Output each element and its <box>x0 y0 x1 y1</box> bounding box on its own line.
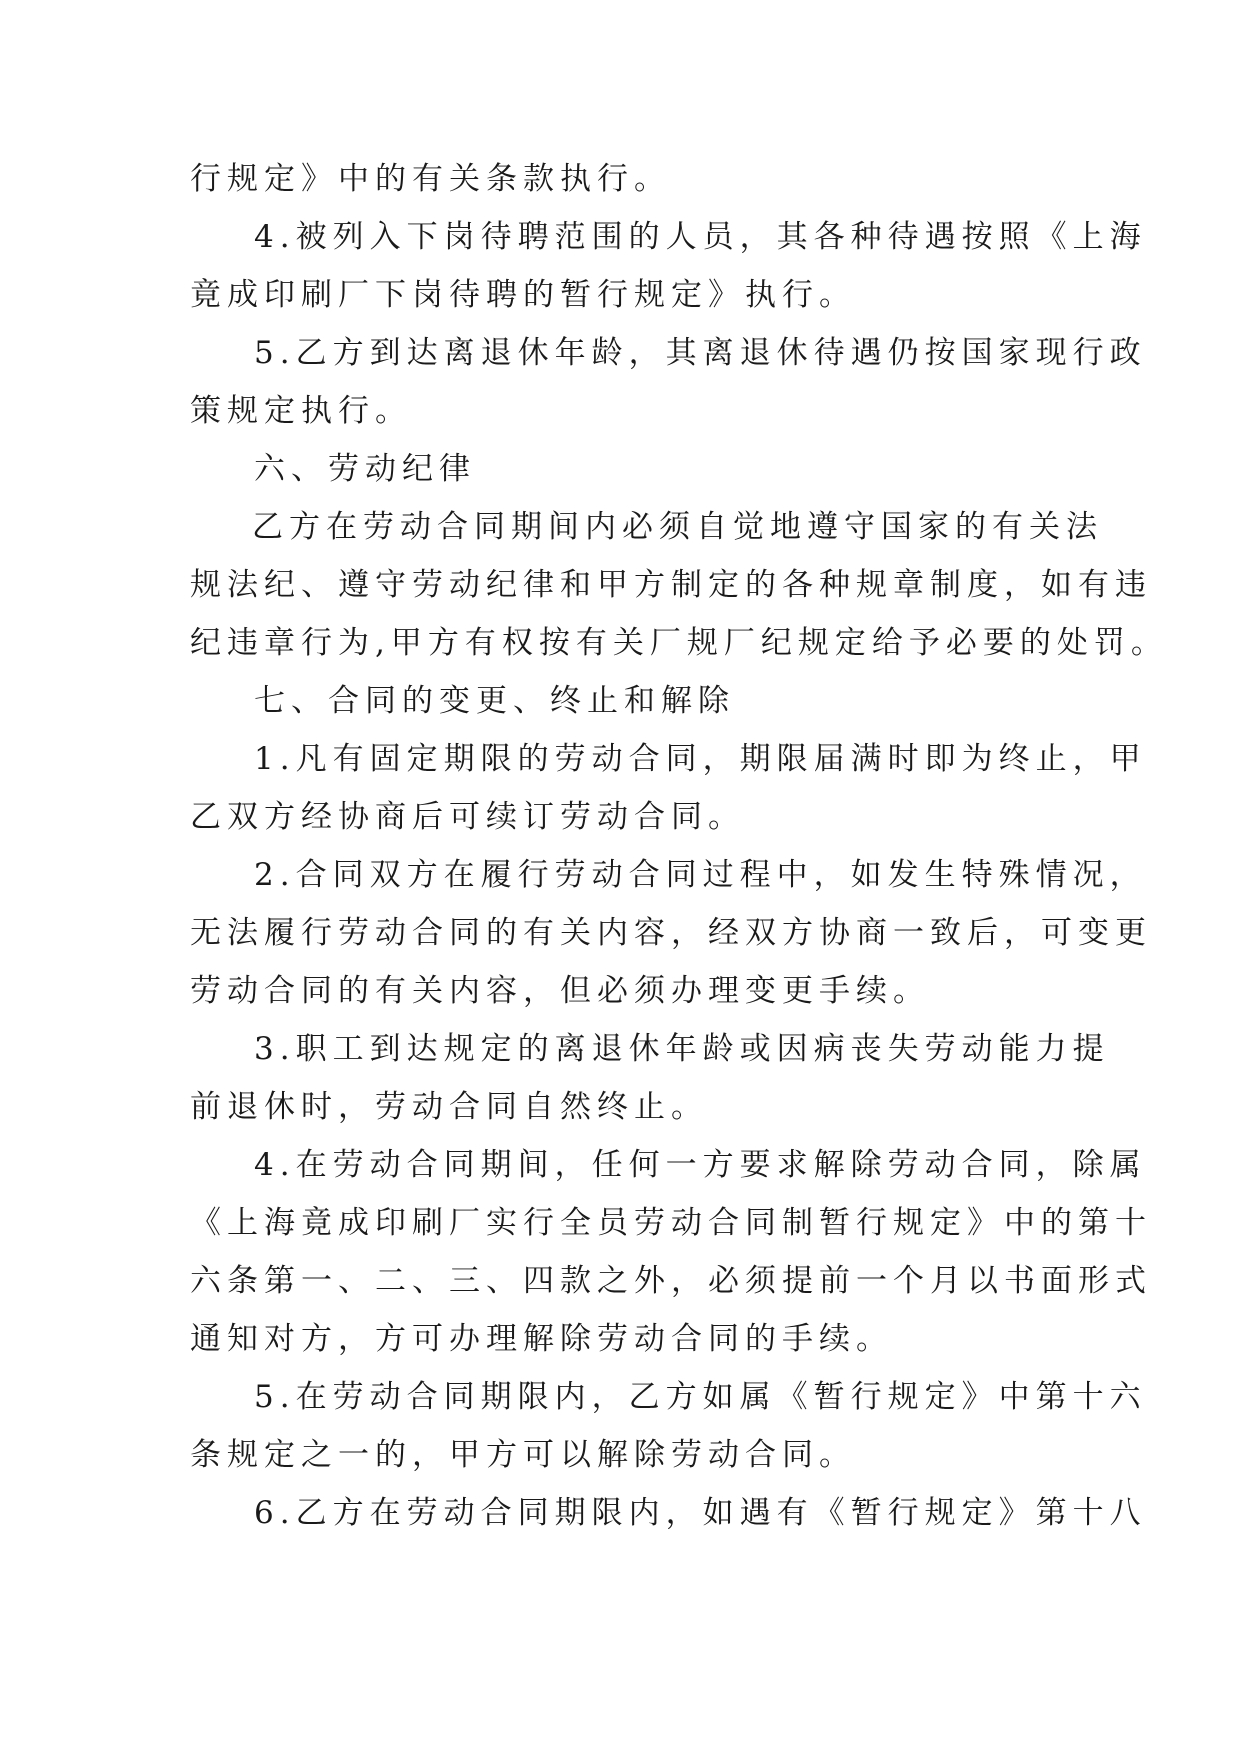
text-line: 行规定》中的有关条款执行。 <box>190 161 671 197</box>
document-body <box>190 150 1168 1542</box>
text-line: 劳动合同的有关内容，但必须办理变更手续。 <box>190 973 930 1009</box>
text-line: 3.职工到达规定的离退休年龄或因病丧失劳动能力提 <box>254 1031 1110 1067</box>
text-line: 4.在劳动合同期间，任何一方要求解除劳动合同，除属 <box>254 1147 1147 1183</box>
text-line: 竟成印刷厂下岗待聘的暂行规定》执行。 <box>190 277 856 313</box>
text-line: 5.乙方到达离退休年龄，其离退休待遇仍按国家现行政 <box>254 335 1147 371</box>
text-line: 通知对方，方可办理解除劳动合同的手续。 <box>190 1321 893 1357</box>
text-line: 1.凡有固定期限的劳动合同，期限届满时即为终止，甲 <box>254 741 1147 777</box>
text-line: 无法履行劳动合同的有关内容，经双方协商一致后，可变更 <box>190 915 1152 951</box>
text-line: 5.在劳动合同期限内，乙方如属《暂行规定》中第十六 <box>254 1379 1147 1415</box>
text-line: 4.被列入下岗待聘范围的人员，其各种待遇按照《上海 <box>254 219 1147 255</box>
text-line: 《上海竟成印刷厂实行全员劳动合同制暂行规定》中的第十 <box>190 1205 1152 1241</box>
text-line: 乙双方经协商后可续订劳动合同。 <box>190 799 745 835</box>
text-line: 6.乙方在劳动合同期限内，如遇有《暂行规定》第十八 <box>254 1495 1147 1531</box>
section-heading: 七、合同的变更、终止和解除 <box>254 683 735 719</box>
text-line: 纪违章行为,甲方有权按有关厂规厂纪规定给予必要的处罚。 <box>190 625 1168 661</box>
text-line: 乙方在劳动合同期间内必须自觉地遵守国家的有关法 <box>252 509 1103 545</box>
text-line: 条规定之一的，甲方可以解除劳动合同。 <box>190 1437 856 1473</box>
section-heading: 六、劳动纪律 <box>254 451 476 487</box>
text-line: 策规定执行。 <box>190 393 412 429</box>
text-line: 2.合同双方在履行劳动合同过程中，如发生特殊情况， <box>254 857 1147 893</box>
text-line: 六条第一、二、三、四款之外，必须提前一个月以书面形式 <box>190 1263 1152 1299</box>
text-line: 前退休时，劳动合同自然终止。 <box>190 1089 708 1125</box>
text-line: 规法纪、遵守劳动纪律和甲方制定的各种规章制度，如有违 <box>190 567 1152 603</box>
